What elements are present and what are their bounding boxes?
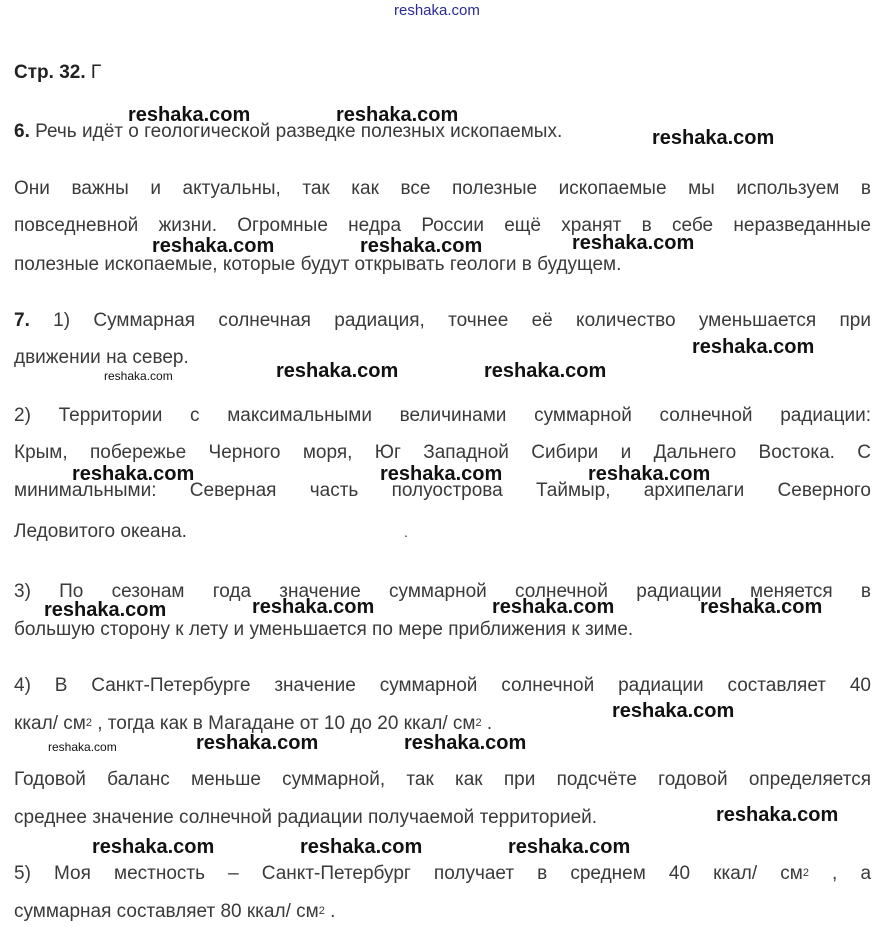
q7-item-2-line-3: минимальными: Северная часть полуострова Таймыр, архипелаги Северного [14, 480, 871, 501]
unit-text: ккал/ см [14, 713, 86, 734]
q6-number: 6. [14, 121, 30, 142]
watermark: reshaka.com [572, 232, 695, 254]
superscript: 2 [475, 717, 482, 729]
watermark: reshaka.com [404, 732, 527, 754]
superscript: 2 [318, 905, 325, 917]
q7-item-5-line-1 [14, 862, 871, 886]
q7-item-1-line-1 [14, 309, 871, 333]
unit-text: , тогда как в Магадане от 10 до 20 ккал/ см [91, 713, 476, 734]
watermark: reshaka.com [152, 235, 275, 257]
item-5-text: 5) Моя местность – Санкт-Петербург получает в среднем 40 ккал/ см [14, 863, 803, 884]
watermark: reshaka.com [692, 336, 815, 358]
q7-item-3-line-1: 3) По сезонам года значение суммарной солнечной радиации меняется в [14, 581, 871, 602]
page-number: Стр. 32. [14, 62, 91, 83]
q7-balance-line-1: Годовой баланс меньше суммарной, так как при подсчёте годовой определяется [14, 769, 871, 790]
q6-text: Речь идёт о геологической разведке полезных ископаемых. [29, 121, 563, 142]
watermark: reshaka.com [72, 463, 195, 485]
q7-item-1-line-2: движении на север. [14, 347, 189, 368]
watermark: reshaka.com [196, 732, 319, 754]
watermark: reshaka.com [380, 463, 503, 485]
watermark: reshaka.com [612, 700, 735, 722]
watermark: reshaka.com [276, 360, 399, 382]
q7-item-4-line-1: 4) В Санкт-Петербурге значение суммарной солнечной радиации составляет 40 [14, 675, 871, 696]
watermark: reshaka.com [484, 360, 607, 382]
q7-item-1-text: 1) Суммарная солнечная радиация, точнее её количество уменьшается при [29, 310, 871, 331]
watermark: reshaka.com [700, 596, 823, 618]
q7-item-3-line-2: большую сторону к лету и уменьшается по мере приближения к зиме. [14, 619, 634, 640]
watermark: reshaka.com [128, 104, 251, 126]
site-header-link[interactable]: reshaka.com [394, 2, 480, 19]
watermark: reshaka.com [252, 596, 375, 618]
q6-answer-line-1: Они важны и актуальны, так как все полезные ископаемые мы используем в [14, 178, 871, 199]
q7-balance-line-2: среднее значение солнечной радиации получаемой территорией. [14, 807, 598, 828]
watermark: reshaka.com [44, 599, 167, 621]
watermark: reshaka.com [492, 596, 615, 618]
watermark: reshaka.com [716, 804, 839, 826]
q6-answer-line-3: полезные ископаемые, которые будут открывать геологи в будущем. [14, 254, 622, 275]
watermark: reshaka.com [336, 104, 459, 126]
watermark: reshaka.com [508, 836, 631, 858]
watermark: reshaka.com [104, 369, 173, 383]
q7-item-5-line-2 [14, 900, 335, 924]
q6-answer-line-2: повседневной жизни. Огромные недра России ещё хранят в себе неразведанные [14, 215, 871, 236]
q7-number: 7. [14, 310, 30, 331]
item-5-text: , а [808, 863, 872, 884]
watermark: reshaka.com [92, 836, 215, 858]
item-5-text: . [324, 901, 336, 922]
q7-item-2-line-2: Крым, побережье Черного моря, Юг Западной Сибири и Дальнего Востока. С [14, 442, 871, 463]
watermark: reshaka.com [588, 463, 711, 485]
q6-question [14, 120, 562, 144]
q7-item-2-line-1: 2) Территории с максимальными величинами суммарной солнечной радиации: [14, 405, 871, 426]
watermark: reshaka.com [300, 836, 423, 858]
page-heading [14, 62, 101, 84]
item-5-text: суммарная составляет 80 ккал/ см [14, 901, 319, 922]
watermark: reshaka.com [48, 740, 117, 754]
q7-item-2-line-4: Ледовитого океана. [14, 521, 187, 542]
heading-mark: Г [90, 62, 102, 83]
stray-mark: . [404, 524, 408, 540]
watermark: reshaka.com [360, 235, 483, 257]
unit-text: . [481, 713, 493, 734]
superscript: 2 [802, 867, 809, 879]
watermark: reshaka.com [652, 127, 775, 149]
superscript: 2 [85, 717, 92, 729]
